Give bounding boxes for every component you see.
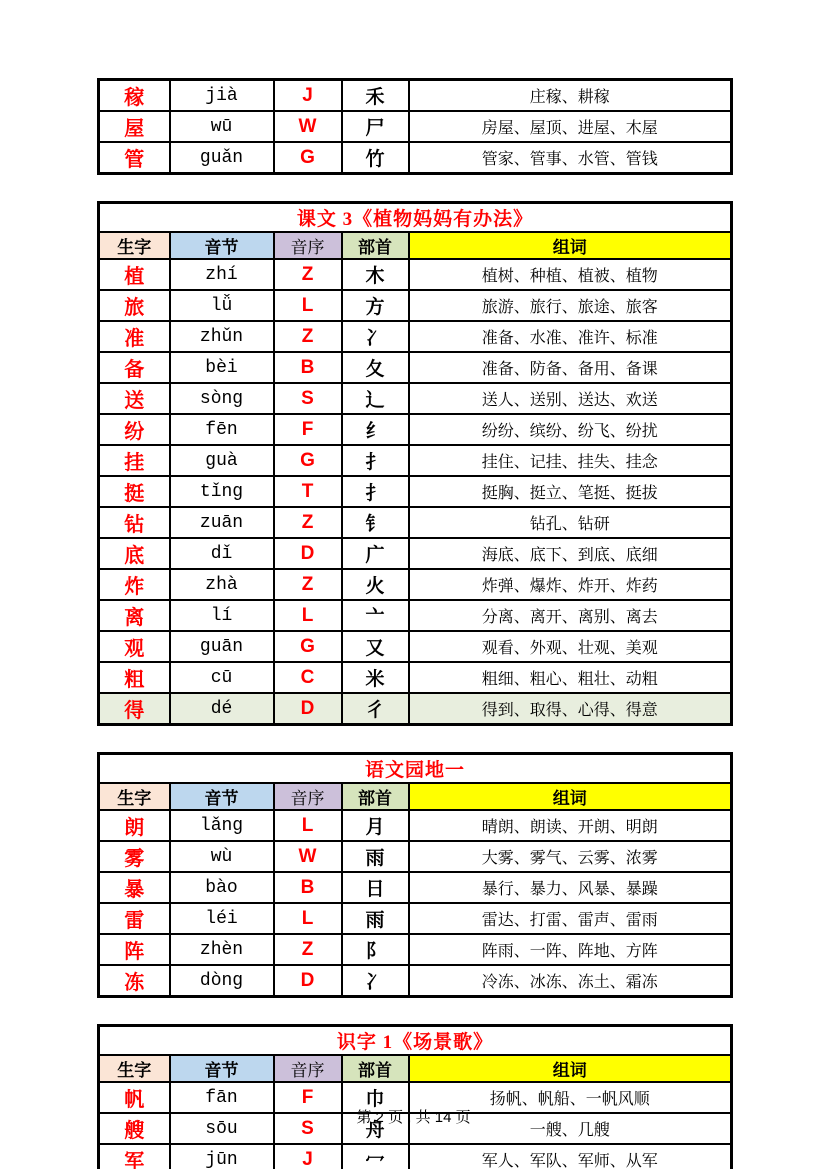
- vocab-row: [99, 321, 732, 352]
- pinyin-cell: lǎng: [170, 810, 274, 841]
- pinyin-cell: jūn: [170, 1144, 274, 1169]
- char-cell: 军: [99, 1144, 170, 1169]
- char-cell: 观: [99, 631, 170, 662]
- vocab-row: [99, 414, 732, 445]
- words-cell: 阵雨、一阵、阵地、方阵: [409, 934, 732, 965]
- char-cell: 管: [99, 142, 170, 174]
- initial-cell: G: [274, 631, 342, 662]
- initial-cell: S: [274, 1113, 342, 1144]
- vocab-row: [99, 259, 732, 290]
- radical-cell: 又: [342, 631, 409, 662]
- initial-cell: T: [274, 476, 342, 507]
- words-cell: 晴朗、朗读、开朗、明朗: [409, 810, 732, 841]
- initial-cell: J: [274, 1144, 342, 1169]
- radical-cell: 扌: [342, 476, 409, 507]
- radical-cell: 米: [342, 662, 409, 693]
- words-cell: 军人、军队、军师、从军: [409, 1144, 732, 1169]
- words-cell: 庄稼、耕稼: [409, 80, 732, 112]
- radical-cell: 雨: [342, 841, 409, 872]
- vocab-row: [99, 383, 732, 414]
- radical-cell: 纟: [342, 414, 409, 445]
- char-cell: 炸: [99, 569, 170, 600]
- column-header-char: 生字: [99, 783, 170, 810]
- words-cell: 观看、外观、壮观、美观: [409, 631, 732, 662]
- radical-cell: 禾: [342, 80, 409, 112]
- words-cell: 大雾、雾气、云雾、浓雾: [409, 841, 732, 872]
- initial-cell: Z: [274, 507, 342, 538]
- column-header-radical: 部首: [342, 783, 409, 810]
- radical-cell: 辶: [342, 383, 409, 414]
- vocab-row: [99, 934, 732, 965]
- char-cell: 离: [99, 600, 170, 631]
- pinyin-cell: dòng: [170, 965, 274, 997]
- initial-cell: D: [274, 965, 342, 997]
- table-title: 识字 1《场景歌》: [99, 1026, 732, 1056]
- column-header-pinyin: 音节: [170, 1055, 274, 1082]
- initial-cell: J: [274, 80, 342, 112]
- radical-cell: 扌: [342, 445, 409, 476]
- initial-cell: L: [274, 600, 342, 631]
- pinyin-cell: zhǔn: [170, 321, 274, 352]
- char-cell: 雷: [99, 903, 170, 934]
- pinyin-cell: tǐng: [170, 476, 274, 507]
- words-cell: 得到、取得、心得、得意: [409, 693, 732, 725]
- words-cell: 雷达、打雷、雷声、雷雨: [409, 903, 732, 934]
- words-cell: 送人、送别、送达、欢送: [409, 383, 732, 414]
- pinyin-cell: guà: [170, 445, 274, 476]
- column-header-words: 组词: [409, 783, 732, 810]
- pinyin-cell: bèi: [170, 352, 274, 383]
- pinyin-cell: sōu: [170, 1113, 274, 1144]
- initial-cell: B: [274, 872, 342, 903]
- char-cell: 阵: [99, 934, 170, 965]
- words-cell: 管家、管事、水管、管钱: [409, 142, 732, 174]
- pinyin-cell: lǚ: [170, 290, 274, 321]
- vocab-row: [99, 810, 732, 841]
- vocab-row: [99, 476, 732, 507]
- radical-cell: 钅: [342, 507, 409, 538]
- initial-cell: D: [274, 538, 342, 569]
- char-cell: 雾: [99, 841, 170, 872]
- initial-cell: S: [274, 383, 342, 414]
- radical-cell: 冫: [342, 965, 409, 997]
- vocab-row: [99, 142, 732, 174]
- radical-cell: 木: [342, 259, 409, 290]
- char-cell: 钻: [99, 507, 170, 538]
- vocab-row: [99, 569, 732, 600]
- pinyin-cell: zhà: [170, 569, 274, 600]
- column-header-radical: 部首: [342, 232, 409, 259]
- vocab-row: [99, 872, 732, 903]
- char-cell: 备: [99, 352, 170, 383]
- column-header-words: 组词: [409, 232, 732, 259]
- radical-cell: 广: [342, 538, 409, 569]
- pinyin-cell: guǎn: [170, 142, 274, 174]
- char-cell: 稼: [99, 80, 170, 112]
- char-cell: 旅: [99, 290, 170, 321]
- words-cell: 钻孔、钻研: [409, 507, 732, 538]
- char-cell: 暴: [99, 872, 170, 903]
- radical-cell: 冫: [342, 321, 409, 352]
- column-header-words: 组词: [409, 1055, 732, 1082]
- tables-container: [97, 78, 733, 1169]
- words-cell: 植树、种植、植被、植物: [409, 259, 732, 290]
- initial-cell: L: [274, 810, 342, 841]
- words-cell: 准备、防备、备用、备课: [409, 352, 732, 383]
- vocab-row: [99, 662, 732, 693]
- pinyin-cell: sòng: [170, 383, 274, 414]
- vocab-table: [97, 752, 733, 998]
- pinyin-cell: wù: [170, 841, 274, 872]
- initial-cell: B: [274, 352, 342, 383]
- pinyin-cell: jià: [170, 80, 274, 112]
- vocab-table: [97, 1024, 733, 1169]
- column-header-pinyin: 音节: [170, 783, 274, 810]
- words-cell: 准备、水准、准许、标准: [409, 321, 732, 352]
- vocab-row: [99, 631, 732, 662]
- radical-cell: 冖: [342, 1144, 409, 1169]
- char-cell: 艘: [99, 1113, 170, 1144]
- pinyin-cell: cū: [170, 662, 274, 693]
- radical-cell: 方: [342, 290, 409, 321]
- vocab-row: [99, 352, 732, 383]
- initial-cell: L: [274, 903, 342, 934]
- pinyin-cell: fān: [170, 1082, 274, 1113]
- column-header-initial: 音序: [274, 1055, 342, 1082]
- radical-cell: 夂: [342, 352, 409, 383]
- column-header-initial: 音序: [274, 232, 342, 259]
- pinyin-cell: dé: [170, 693, 274, 725]
- vocab-row: [99, 600, 732, 631]
- column-header-radical: 部首: [342, 1055, 409, 1082]
- vocab-table: [97, 201, 733, 726]
- words-cell: 冷冻、冰冻、冻土、霜冻: [409, 965, 732, 997]
- pinyin-cell: bào: [170, 872, 274, 903]
- vocab-row: [99, 841, 732, 872]
- char-cell: 纷: [99, 414, 170, 445]
- initial-cell: L: [274, 290, 342, 321]
- initial-cell: G: [274, 142, 342, 174]
- radical-cell: 阝: [342, 934, 409, 965]
- pinyin-cell: zhèn: [170, 934, 274, 965]
- words-cell: 纷纷、缤纷、纷飞、纷扰: [409, 414, 732, 445]
- vocab-row: [99, 693, 732, 725]
- radical-cell: 竹: [342, 142, 409, 174]
- char-cell: 帆: [99, 1082, 170, 1113]
- words-cell: 扬帆、帆船、一帆风顺: [409, 1082, 732, 1113]
- column-header-pinyin: 音节: [170, 232, 274, 259]
- column-header-char: 生字: [99, 1055, 170, 1082]
- char-cell: 送: [99, 383, 170, 414]
- initial-cell: Z: [274, 259, 342, 290]
- char-cell: 准: [99, 321, 170, 352]
- initial-cell: F: [274, 1082, 342, 1113]
- pinyin-cell: zhí: [170, 259, 274, 290]
- pinyin-cell: wū: [170, 111, 274, 142]
- radical-cell: 舟: [342, 1113, 409, 1144]
- vocab-row: [99, 1144, 732, 1169]
- initial-cell: Z: [274, 569, 342, 600]
- vocab-table: [97, 78, 733, 175]
- words-cell: 一艘、几艘: [409, 1113, 732, 1144]
- radical-cell: 火: [342, 569, 409, 600]
- words-cell: 旅游、旅行、旅途、旅客: [409, 290, 732, 321]
- words-cell: 粗细、粗心、粗壮、动粗: [409, 662, 732, 693]
- radical-cell: 雨: [342, 903, 409, 934]
- page-number-footer: 第 2 页 , 共 14 页: [356, 1109, 471, 1126]
- char-cell: 冻: [99, 965, 170, 997]
- radical-cell: 亠: [342, 600, 409, 631]
- table-title: 语文园地一: [99, 754, 732, 784]
- vocab-row: [99, 965, 732, 997]
- words-cell: 炸弹、爆炸、炸开、炸药: [409, 569, 732, 600]
- words-cell: 海底、底下、到底、底细: [409, 538, 732, 569]
- radical-cell: 尸: [342, 111, 409, 142]
- words-cell: 挺胸、挺立、笔挺、挺拔: [409, 476, 732, 507]
- char-cell: 朗: [99, 810, 170, 841]
- radical-cell: 巾: [342, 1082, 409, 1113]
- radical-cell: 彳: [342, 693, 409, 725]
- words-cell: 挂住、记挂、挂失、挂念: [409, 445, 732, 476]
- vocab-row: [99, 80, 732, 112]
- words-cell: 暴行、暴力、风暴、暴躁: [409, 872, 732, 903]
- vocab-row: [99, 290, 732, 321]
- char-cell: 屋: [99, 111, 170, 142]
- initial-cell: C: [274, 662, 342, 693]
- pinyin-cell: zuān: [170, 507, 274, 538]
- initial-cell: Z: [274, 934, 342, 965]
- vocab-row: [99, 507, 732, 538]
- words-cell: 分离、离开、离别、离去: [409, 600, 732, 631]
- initial-cell: Z: [274, 321, 342, 352]
- words-cell: 房屋、屋顶、进屋、木屋: [409, 111, 732, 142]
- initial-cell: W: [274, 111, 342, 142]
- vocab-row: [99, 538, 732, 569]
- pinyin-cell: guān: [170, 631, 274, 662]
- vocab-row: [99, 445, 732, 476]
- column-header-initial: 音序: [274, 783, 342, 810]
- initial-cell: D: [274, 693, 342, 725]
- char-cell: 植: [99, 259, 170, 290]
- initial-cell: F: [274, 414, 342, 445]
- char-cell: 挂: [99, 445, 170, 476]
- pinyin-cell: fēn: [170, 414, 274, 445]
- column-header-char: 生字: [99, 232, 170, 259]
- initial-cell: G: [274, 445, 342, 476]
- char-cell: 得: [99, 693, 170, 725]
- vocab-row: [99, 111, 732, 142]
- radical-cell: 日: [342, 872, 409, 903]
- pinyin-cell: dǐ: [170, 538, 274, 569]
- pinyin-cell: léi: [170, 903, 274, 934]
- pinyin-cell: lí: [170, 600, 274, 631]
- initial-cell: W: [274, 841, 342, 872]
- table-title: 课文 3《植物妈妈有办法》: [99, 203, 732, 233]
- char-cell: 底: [99, 538, 170, 569]
- char-cell: 挺: [99, 476, 170, 507]
- radical-cell: 月: [342, 810, 409, 841]
- vocab-row: [99, 903, 732, 934]
- char-cell: 粗: [99, 662, 170, 693]
